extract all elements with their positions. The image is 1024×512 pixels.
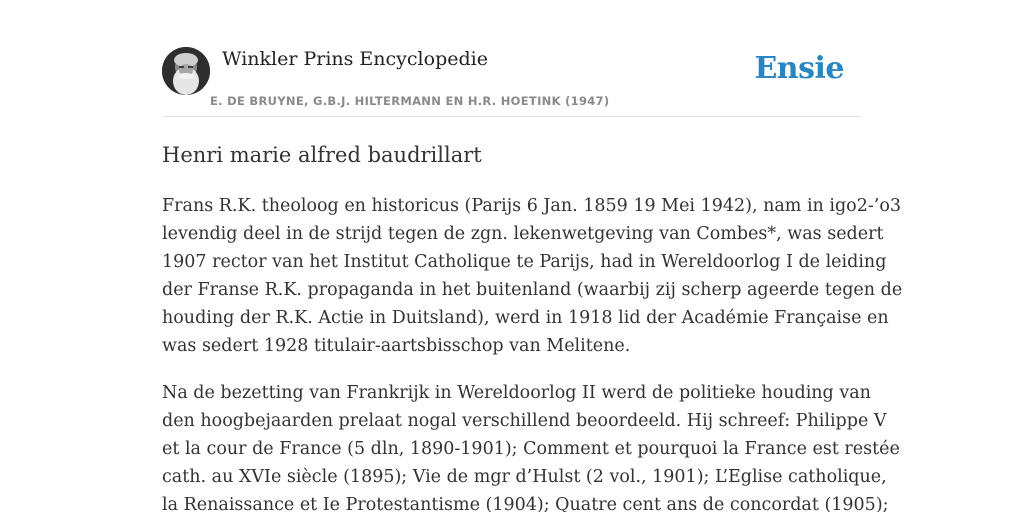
avatar[interactable] bbox=[162, 47, 210, 95]
text-line: Frans R.K. theoloog en historicus (Parijs 6 Jan. 1859 19 Mei 1942), nam in igo2-’o3 bbox=[162, 196, 901, 216]
article-body bbox=[162, 192, 903, 512]
article-paragraph bbox=[162, 192, 903, 360]
text-line: den hoogbejaarden prelaat nogal verschillend beoordeeld. Hij schreef: Philippe V bbox=[162, 411, 887, 431]
text-line: Na de bezetting van Frankrijk in Wereldoorlog II werd de politieke houding van bbox=[162, 383, 871, 403]
site-header bbox=[162, 44, 862, 117]
encyclopedia-title[interactable]: Winkler Prins Encyclopedie bbox=[222, 48, 488, 70]
text-line: der Franse R.K. propaganda in het buitenland (waarbij zij scherp ageerde tegen de bbox=[162, 280, 903, 300]
text-line: 1907 rector van het Institut Catholique te Parijs, had in Wereldoorlog I de leiding bbox=[162, 252, 887, 272]
text-line: cath. au XVIe siècle (1895); Vie de mgr d’Hulst (2 vol., 1901); L’Eglise catholique, bbox=[162, 467, 887, 487]
encyclopedia-authors: E. DE BRUYNE, G.B.J. HILTERMANN EN H.R. HOETINK (1947) bbox=[210, 94, 610, 108]
text-line: levendig deel in de strijd tegen de zgn. lekenwetgeving van Combes*, was sedert bbox=[162, 224, 884, 244]
text-line: was sedert 1928 titulair-aartsbisschop van Melitene. bbox=[162, 336, 631, 356]
text-line: la Renaissance et Ie Protestantisme (1904); Quatre cent ans de concordat (1905); bbox=[162, 495, 889, 512]
article-paragraph bbox=[162, 379, 900, 512]
text-line: et la cour de France (5 dln, 1890-1901); Comment et pourquoi la France est restée bbox=[162, 439, 900, 459]
bearded-man-portrait-icon bbox=[162, 47, 210, 95]
article-title: Henri marie alfred baudrillart bbox=[162, 143, 482, 167]
ensie-logo[interactable]: Ensie bbox=[754, 51, 844, 86]
text-line: houding der R.K. Actie in Duitsland), werd in 1918 lid der Académie Française en bbox=[162, 308, 889, 328]
